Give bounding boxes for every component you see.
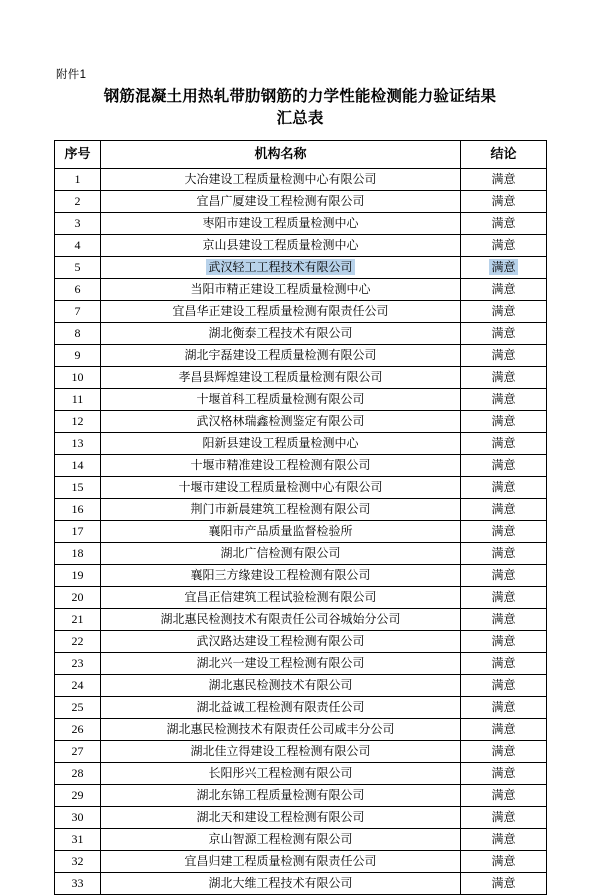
table-row (55, 872, 547, 894)
cell-organization-name (101, 828, 461, 850)
cell-row-number: 31 (55, 828, 101, 850)
cell-result (461, 762, 547, 784)
attachment-label: 附件1 (56, 69, 87, 81)
table-row (55, 696, 547, 718)
cell-result (461, 696, 547, 718)
organization-name-text: 襄阳三方缘建设工程检测有限公司 (190, 567, 371, 582)
result-text: 满意 (491, 765, 516, 780)
result-text: 满意 (491, 545, 516, 560)
cell-row-number: 23 (55, 652, 101, 674)
organization-name-text: 宜昌归建工程质量检测有限责任公司 (184, 853, 377, 868)
page-title-line-1: 钢筋混凝土用热轧带肋钢筋的力学性能检测能力验证结果 (103, 88, 497, 105)
page-title-line-2: 汇总表 (276, 110, 324, 128)
organization-name-text: 长阳彤兴工程检测有限公司 (208, 765, 353, 780)
organization-name-text: 湖北兴一建设工程检测有限公司 (196, 655, 365, 670)
cell-row-number: 8 (55, 322, 101, 344)
result-text: 满意 (491, 193, 516, 208)
organization-name-text: 湖北东锦工程质量检测有限公司 (196, 787, 365, 802)
cell-result (461, 674, 547, 696)
cell-organization-name (101, 410, 461, 432)
table-row (55, 278, 547, 300)
cell-result (461, 850, 547, 872)
cell-row-number: 9 (55, 344, 101, 366)
cell-result (461, 872, 547, 894)
organization-name-text: 湖北宇磊建设工程质量检测有限公司 (184, 347, 377, 362)
cell-result (461, 212, 547, 234)
cell-result (461, 256, 547, 278)
cell-organization-name (101, 278, 461, 300)
column-header-result: 结论 (461, 140, 547, 168)
cell-row-number: 20 (55, 586, 101, 608)
column-header-name: 机构名称 (101, 140, 461, 168)
cell-row-number: 2 (55, 190, 101, 212)
table-row (55, 520, 547, 542)
cell-result (461, 454, 547, 476)
result-text: 满意 (491, 369, 516, 384)
cell-organization-name (101, 168, 461, 190)
cell-result (461, 784, 547, 806)
organization-name-text: 湖北惠民检测技术有限责任公司谷城始分公司 (160, 611, 401, 626)
cell-organization-name (101, 432, 461, 454)
table-row (55, 652, 547, 674)
page-title (54, 0, 546, 131)
cell-organization-name (101, 652, 461, 674)
results-table (54, 140, 547, 895)
cell-organization-name (101, 762, 461, 784)
result-text: 满意 (491, 457, 516, 472)
cell-row-number: 27 (55, 740, 101, 762)
cell-organization-name (101, 542, 461, 564)
table-row (55, 630, 547, 652)
cell-result (461, 344, 547, 366)
cell-result (461, 322, 547, 344)
table-body (55, 168, 547, 894)
table-row (55, 410, 547, 432)
table-row (55, 564, 547, 586)
cell-result (461, 564, 547, 586)
cell-row-number: 4 (55, 234, 101, 256)
organization-name-text: 宜昌正信建筑工程试验检测有限公司 (184, 589, 377, 604)
cell-organization-name (101, 454, 461, 476)
result-text: 满意 (491, 215, 516, 230)
cell-row-number: 18 (55, 542, 101, 564)
table-row (55, 806, 547, 828)
cell-organization-name (101, 300, 461, 322)
cell-result (461, 542, 547, 564)
result-text: 满意 (491, 721, 516, 736)
cell-row-number: 32 (55, 850, 101, 872)
cell-row-number: 11 (55, 388, 101, 410)
organization-name-text: 武汉路达建设工程检测有限公司 (196, 633, 365, 648)
result-text: 满意 (491, 237, 516, 252)
result-text: 满意 (491, 743, 516, 758)
result-text: 满意 (491, 567, 516, 582)
organization-name-text: 湖北大维工程技术有限公司 (208, 875, 353, 890)
table-row (55, 586, 547, 608)
organization-name-text: 孝昌县辉煌建设工程质量检测有限公司 (178, 369, 383, 384)
cell-organization-name (101, 366, 461, 388)
organization-name-text: 湖北惠民检测技术有限公司 (208, 677, 353, 692)
table-row (55, 498, 547, 520)
result-text: 满意 (491, 787, 516, 802)
cell-organization-name (101, 498, 461, 520)
table-row (55, 234, 547, 256)
cell-organization-name (101, 674, 461, 696)
cell-row-number: 12 (55, 410, 101, 432)
table-row (55, 212, 547, 234)
cell-row-number: 28 (55, 762, 101, 784)
cell-row-number: 10 (55, 366, 101, 388)
table-row (55, 344, 547, 366)
cell-organization-name (101, 586, 461, 608)
table-row (55, 168, 547, 190)
result-text: 满意 (491, 875, 516, 890)
organization-name-text: 宜昌广厦建设工程检测有限公司 (196, 193, 365, 208)
cell-row-number: 25 (55, 696, 101, 718)
table-row (55, 366, 547, 388)
cell-organization-name (101, 696, 461, 718)
result-text: 满意 (491, 699, 516, 714)
organization-name-text: 十堰市建设工程质量检测中心有限公司 (178, 479, 383, 494)
table-header-row (55, 140, 547, 168)
cell-result (461, 388, 547, 410)
cell-organization-name (101, 608, 461, 630)
table-row (55, 322, 547, 344)
cell-row-number: 6 (55, 278, 101, 300)
cell-result (461, 630, 547, 652)
cell-organization-name (101, 740, 461, 762)
cell-result (461, 498, 547, 520)
result-text: 满意 (491, 303, 516, 318)
cell-result (461, 366, 547, 388)
cell-organization-name (101, 520, 461, 542)
cell-result (461, 410, 547, 432)
organization-name-text: 襄阳市产品质量监督检验所 (208, 523, 353, 538)
cell-row-number: 22 (55, 630, 101, 652)
table-row (55, 476, 547, 498)
result-text: 满意 (491, 347, 516, 362)
result-text: 满意 (491, 435, 516, 450)
table-row (55, 718, 547, 740)
result-text: 满意 (491, 831, 516, 846)
cell-row-number: 30 (55, 806, 101, 828)
cell-result (461, 432, 547, 454)
cell-row-number: 29 (55, 784, 101, 806)
result-text: 满意 (491, 633, 516, 648)
cell-result (461, 806, 547, 828)
table-row (55, 454, 547, 476)
cell-organization-name (101, 476, 461, 498)
organization-name-text: 宜昌华正建设工程质量检测有限责任公司 (172, 303, 389, 318)
table-row (55, 850, 547, 872)
cell-row-number: 33 (55, 872, 101, 894)
cell-organization-name (101, 256, 461, 278)
cell-organization-name (101, 850, 461, 872)
cell-result (461, 520, 547, 542)
organization-name-text: 阳新县建设工程质量检测中心 (202, 435, 359, 450)
cell-organization-name (101, 322, 461, 344)
organization-name-text: 湖北广信检测有限公司 (220, 545, 341, 560)
organization-name-text: 枣阳市建设工程质量检测中心 (202, 215, 359, 230)
cell-result (461, 476, 547, 498)
cell-result (461, 300, 547, 322)
cell-row-number: 17 (55, 520, 101, 542)
cell-result (461, 828, 547, 850)
cell-organization-name (101, 234, 461, 256)
cell-row-number: 1 (55, 168, 101, 190)
organization-name-text: 京山县建设工程质量检测中心 (202, 237, 359, 252)
cell-organization-name (101, 718, 461, 740)
result-text: 满意 (491, 171, 516, 186)
table-row (55, 762, 547, 784)
cell-result (461, 718, 547, 740)
organization-name-text: 湖北天和建设工程检测有限公司 (196, 809, 365, 824)
cell-row-number: 14 (55, 454, 101, 476)
cell-result (461, 586, 547, 608)
result-text: 满意 (491, 589, 516, 604)
cell-organization-name (101, 564, 461, 586)
cell-organization-name (101, 388, 461, 410)
result-text: 满意 (491, 655, 516, 670)
organization-name-text: 武汉格林瑞鑫检测鉴定有限公司 (196, 413, 365, 428)
result-text: 满意 (491, 391, 516, 406)
cell-row-number: 13 (55, 432, 101, 454)
cell-result (461, 190, 547, 212)
table-row (55, 300, 547, 322)
cell-result (461, 234, 547, 256)
cell-result (461, 608, 547, 630)
organization-name-text: 十堰首科工程质量检测有限公司 (196, 391, 365, 406)
result-text: 满意 (491, 479, 516, 494)
organization-name-text: 荆门市新晨建筑工程检测有限公司 (190, 501, 371, 516)
table-row (55, 256, 547, 278)
result-text: 满意 (491, 413, 516, 428)
result-text: 满意 (491, 325, 516, 340)
result-text: 满意 (491, 853, 516, 868)
cell-row-number: 7 (55, 300, 101, 322)
result-text: 满意 (491, 501, 516, 516)
cell-organization-name (101, 806, 461, 828)
table-row (55, 740, 547, 762)
table-row (55, 828, 547, 850)
organization-name-text: 湖北佳立得建设工程检测有限公司 (190, 743, 371, 758)
result-text: 满意 (491, 611, 516, 626)
cell-row-number: 15 (55, 476, 101, 498)
cell-row-number: 19 (55, 564, 101, 586)
cell-row-number: 16 (55, 498, 101, 520)
organization-name-text: 武汉轻工工程技术有限公司 (208, 259, 353, 274)
table-row (55, 432, 547, 454)
table-row (55, 784, 547, 806)
cell-result (461, 652, 547, 674)
cell-organization-name (101, 344, 461, 366)
organization-name-text: 十堰市精准建设工程检测有限公司 (190, 457, 371, 472)
table-row (55, 608, 547, 630)
result-text: 满意 (491, 281, 516, 296)
result-text: 满意 (491, 259, 516, 274)
organization-name-text: 京山智源工程检测有限公司 (208, 831, 353, 846)
cell-organization-name (101, 212, 461, 234)
column-header-no: 序号 (55, 140, 101, 168)
cell-organization-name (101, 630, 461, 652)
cell-row-number: 5 (55, 256, 101, 278)
organization-name-text: 湖北衡泰工程技术有限公司 (208, 325, 353, 340)
organization-name-text: 湖北惠民检测技术有限责任公司咸丰分公司 (166, 721, 395, 736)
result-text: 满意 (491, 677, 516, 692)
table-row (55, 388, 547, 410)
table-row (55, 190, 547, 212)
cell-organization-name (101, 784, 461, 806)
organization-name-text: 湖北益诚工程检测有限责任公司 (196, 699, 365, 714)
cell-row-number: 26 (55, 718, 101, 740)
cell-result (461, 740, 547, 762)
table-header (55, 140, 547, 168)
result-text: 满意 (491, 809, 516, 824)
cell-result (461, 278, 547, 300)
cell-row-number: 21 (55, 608, 101, 630)
result-text: 满意 (491, 523, 516, 538)
organization-name-text: 当阳市精正建设工程质量检测中心 (190, 281, 371, 296)
organization-name-text: 大冶建设工程质量检测中心有限公司 (184, 171, 377, 186)
cell-organization-name (101, 190, 461, 212)
table-row (55, 542, 547, 564)
cell-row-number: 24 (55, 674, 101, 696)
cell-result (461, 168, 547, 190)
table-row (55, 674, 547, 696)
cell-row-number: 3 (55, 212, 101, 234)
cell-organization-name (101, 872, 461, 894)
